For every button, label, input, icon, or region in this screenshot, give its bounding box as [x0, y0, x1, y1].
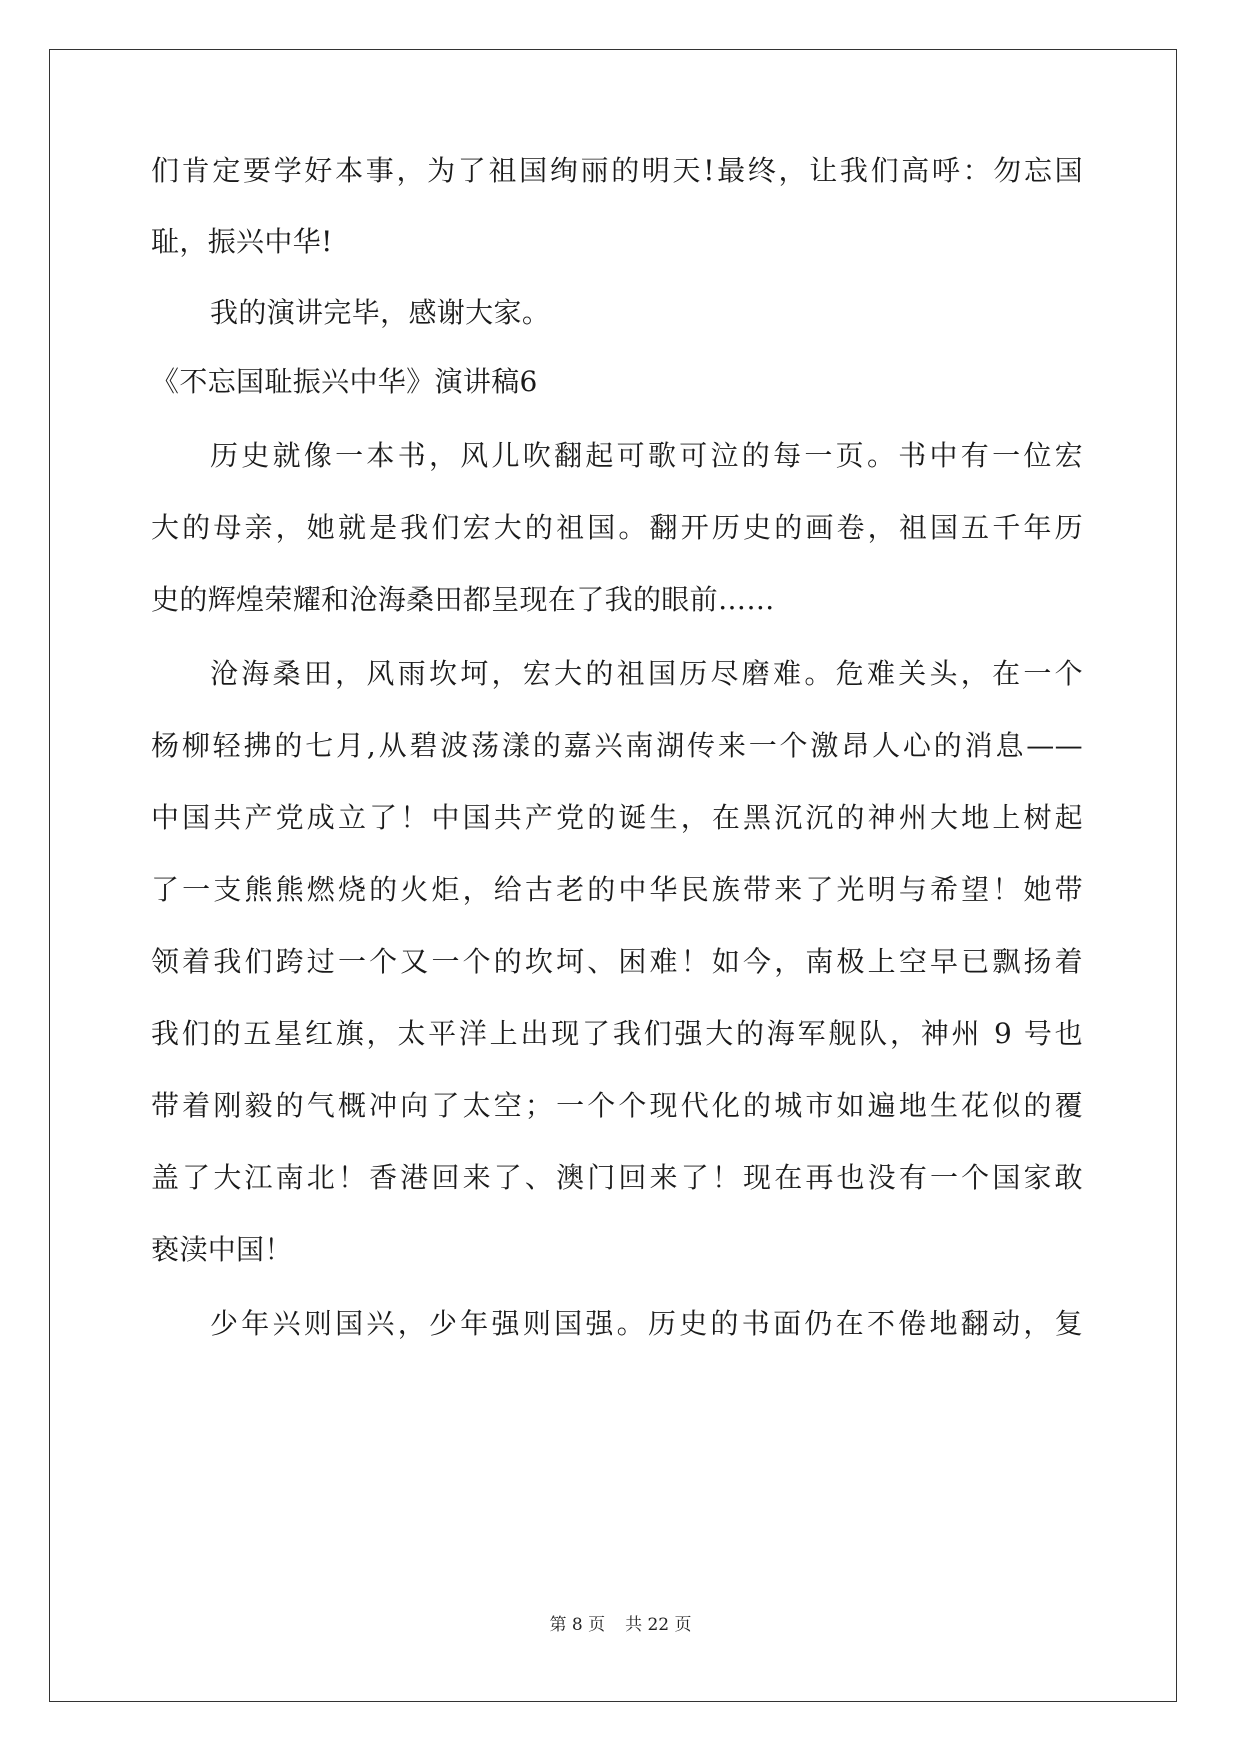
text-line: 我们的五星红旗，太平洋上出现了我们强大的海军舰队，神州 9 号也: [151, 1017, 1083, 1050]
text-line: 耻，振兴中华!: [151, 225, 333, 258]
text-line: 大的母亲，她就是我们宏大的祖国。翻开历史的画卷，祖国五千年历: [151, 511, 1083, 544]
text-line: 沧海桑田，风雨坎坷，宏大的祖国历尽磨难。危难关头，在一个: [210, 657, 1083, 690]
text-line: 少年兴则国兴，少年强则国强。历史的书面仍在不倦地翻动，复: [210, 1307, 1083, 1340]
section-heading: 《不忘国耻振兴中华》演讲稿6: [151, 365, 538, 398]
text-line: 历史就像一本书，风儿吹翻起可歌可泣的每一页。书中有一位宏: [210, 439, 1083, 472]
page-number: 第 8 页: [549, 1615, 606, 1635]
text-line: 盖了大江南北！香港回来了、澳门回来了！现在再也没有一个国家敢: [151, 1161, 1083, 1194]
text-line: 领着我们跨过一个又一个的坎坷、困难！如今，南极上空早已飘扬着: [151, 945, 1083, 978]
text-line: 史的辉煌荣耀和沧海桑田都呈现在了我的眼前……: [151, 583, 775, 616]
text-line: 杨柳轻拂的七月,从碧波荡漾的嘉兴南湖传来一个激昂人心的消息——: [151, 729, 1083, 762]
page-total: 共 22 页: [625, 1615, 692, 1635]
text-line: 我的演讲完毕，感谢大家。: [210, 296, 551, 329]
text-line: 中国共产党成立了！中国共产党的诞生，在黑沉沉的神州大地上树起: [151, 801, 1083, 834]
text-line: 们肯定要学好本事，为了祖国绚丽的明天!最终，让我们高呼：勿忘国: [151, 154, 1083, 187]
text-line: 带着刚毅的气概冲向了太空；一个个现代化的城市如遍地生花似的覆: [151, 1089, 1083, 1122]
text-line: 了一支熊熊燃烧的火炬，给古老的中华民族带来了光明与希望！她带: [151, 873, 1083, 906]
text-line: 亵渎中国！: [151, 1233, 293, 1266]
page-footer: [0, 1613, 1241, 1637]
